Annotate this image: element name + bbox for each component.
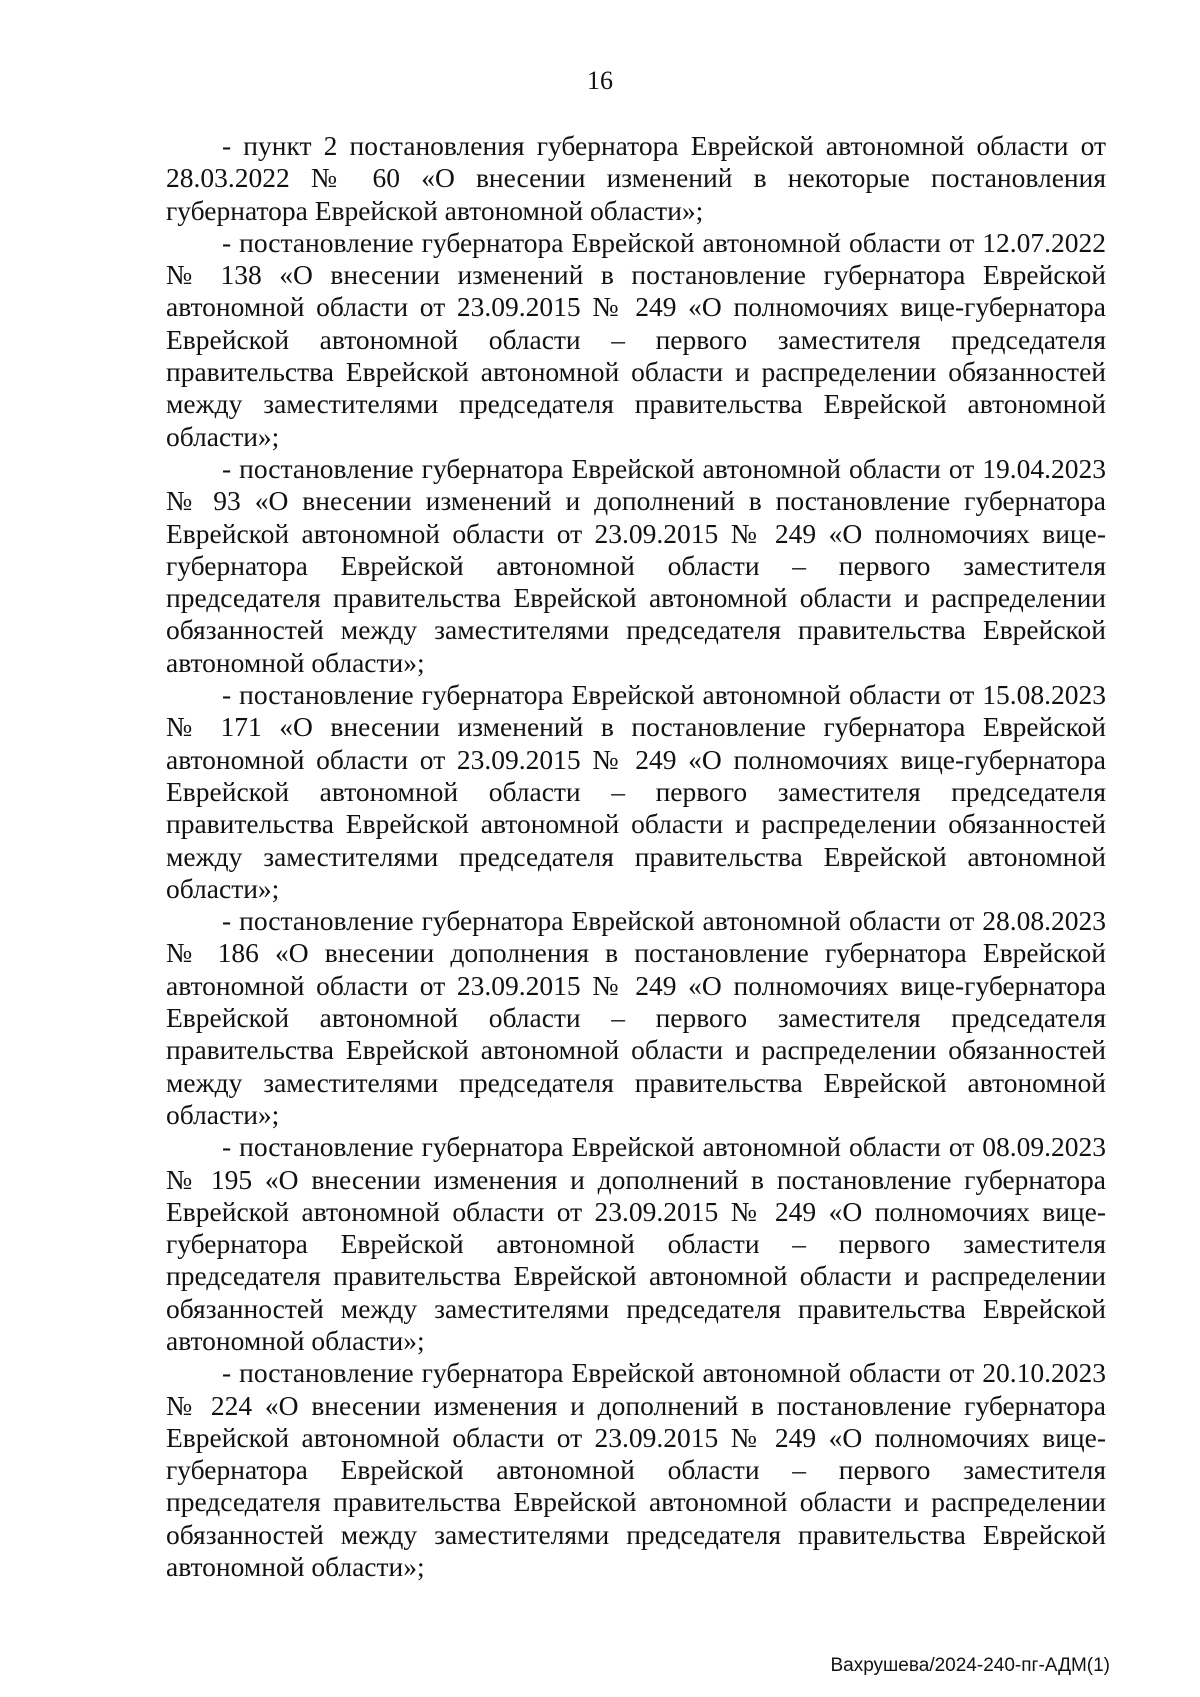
- list-item: - постановление губернатора Еврейской автономной области от 19.04.2023 № 93 «О внесении изменений и дополнений в постановление губернатора Еврейской автономной области от 23.09.2015 № 249 «О полномочиях вице-губернатора Еврейской автономной области – первого заместителя председателя правительства Еврейской автономной области и распределении обязанностей между заместителями председателя правительства Еврейской автономной области»;: [166, 452, 1106, 678]
- list-item: - постановление губернатора Еврейской автономной области от 08.09.2023 № 195 «О внесении изменения и дополнений в постановление губернатора Еврейской автономной области от 23.09.2015 № 249 «О полномочиях вице-губернатора Еврейской автономной области – первого заместителя председателя правительства Еврейской автономной области и распределении обязанностей между заместителями председателя правительства Еврейской автономной области»;: [166, 1131, 1106, 1356]
- list-item: - пункт 2 постановления губернатора Еврейской автономной области от 28.03.2022 № 60 «О внесении изменений в некоторые постановления губернатора Еврейской автономной области»;: [166, 130, 1106, 226]
- list-item: - постановление губернатора Еврейской автономной области от 15.08.2023 № 171 «О внесении изменений в постановление губернатора Еврейской автономной области от 23.09.2015 № 249 «О полномочиях вице-губернатора Еврейской автономной области – первого заместителя председателя правительства Еврейской автономной области и распределении обязанностей между заместителями председателя правительства Еврейской автономной области»;: [166, 679, 1106, 904]
- document-body: [166, 130, 1106, 1583]
- list-item: - постановление губернатора Еврейской автономной области от 12.07.2022 № 138 «О внесении изменений в постановление губернатора Еврейской автономной области от 23.09.2015 № 249 «О полномочиях вице-губернатора Еврейской автономной области – первого заместителя председателя правительства Еврейской автономной области и распределении обязанностей между заместителями председателя правительства Еврейской автономной области»;: [166, 226, 1106, 452]
- page-number: 16: [587, 66, 613, 95]
- list-item: - постановление губернатора Еврейской автономной области от 20.10.2023 № 224 «О внесении изменения и дополнений в постановление губернатора Еврейской автономной области от 23.09.2015 № 249 «О полномочиях вице-губернатора Еврейской автономной области – первого заместителя председателя правительства Еврейской автономной области и распределении обязанностей между заместителями председателя правительства Еврейской автономной области»;: [166, 1357, 1106, 1583]
- footer-document-code: Вахрушева/2024-240-пг-АДМ(1): [830, 1655, 1110, 1676]
- list-item: - постановление губернатора Еврейской автономной области от 28.08.2023 № 186 «О внесении дополнения в постановление губернатора Еврейской автономной области от 23.09.2015 № 249 «О полномочиях вице-губернатора Еврейской автономной области – первого заместителя председателя правительства Еврейской автономной области и распределении обязанностей между заместителями председателя правительства Еврейской автономной области»;: [166, 905, 1106, 1130]
